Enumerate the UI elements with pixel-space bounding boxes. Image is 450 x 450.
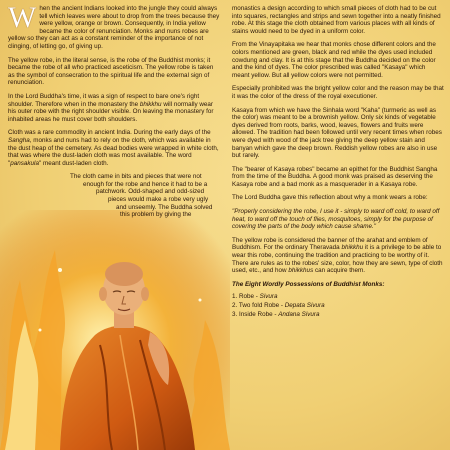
paragraph-yellow-robe: The yellow robe, in the literal sense, is the robe of the Buddhist monks; it became the robe of all who practiced asceticism. The yellow robe is taken as the symbol of consecration to the spiritual life and the external sign of renunciation.	[8, 56, 214, 87]
text-span: Cloth was a rare commodity in ancient India. During the early days of the	[8, 129, 211, 137]
paragraph-cloth	[8, 129, 220, 167]
italic-term: bhikkhu	[139, 100, 162, 108]
paragraph-prohibited: Especially prohibited was the bright yellow color and the reason may be that it was the color of the dress of the royal executioner.	[232, 85, 444, 100]
possessions-heading: The Eight Wordly Possessions of Buddhist Monks:	[232, 280, 385, 288]
list-item	[232, 293, 444, 301]
italic-term: pansakula	[10, 159, 39, 167]
left-column	[8, 1, 220, 237]
text-span: , monks and nuns had to rely on the cloth, which was available in the dust heap of the cemetery. As dead bodies were wrapped in white cloth, that was where the dust-laden cloth was most available. The word "	[8, 136, 219, 167]
patchwork-wrap	[8, 173, 220, 219]
paragraph-kasaya: Kasaya from which we have the Sinhala word "Kaha" (turmeric as well as the color) was meant to be a brownish yellow. Only six kinds of vegetable dyes derived from roots, barks, wood, leaves, flowers and fruits were allowed. The tradition had been followed until very recent times when robes were dyed with wood of the jack tree giving the deep yellow stain and banyan which gave the deep brown. Reddish yellow robes are also in use but rarely.	[232, 106, 442, 160]
text-span: In the Lord Buddha's time, it was a sign of respect to bare one's right shoulder. Therefore when in the monastery the	[8, 92, 200, 108]
list-item-name: Sivura	[259, 293, 278, 301]
list-item-name: Depata Sivura	[284, 302, 325, 309]
list-item-label: 1. Robe -	[232, 293, 260, 301]
drop-cap: W	[8, 1, 37, 34]
italic-term: bhikkhu	[341, 244, 364, 252]
patchwork-text: The cloth came in bits and pieces that were not enough for the robe and hence it had to be a patchwork. Odd-shaped and odd-sized pieces would make a robe very ugly and unseemly. The Buddha solved this problem by giving the	[70, 173, 213, 219]
italic-term: bhikkhus	[288, 267, 314, 275]
text-span: " meant dust-laden cloth.	[38, 159, 109, 167]
paragraph-design: monastics a design according to which small pieces of cloth had to be cut into squares, rectangles and strips and sewn together into a neatly finished robe. At this stage the cloth obtained from various places with all kinds of stains would need to be dyed in a uniform color.	[232, 5, 441, 35]
text-span: it is a privilege to be able to wear this robe, continuing the tradition and practicing to be worthy of it. There are rules as to the robes' size, color, how they are sewn, type of cloth used, etc., and how	[232, 244, 443, 275]
text-span: The yellow robe is considered the banner of the arahat and emblem of Buddhism. For the ordinary Theravada	[232, 236, 428, 252]
paragraph-banner	[232, 237, 444, 275]
list-item-name: Andana Sivura	[278, 310, 320, 318]
italic-term: Sangha	[8, 136, 30, 144]
paragraph-reflection: The Lord Buddha gave this reflection about why a monk wears a robe:	[232, 194, 428, 202]
list-item-label: 3. Inside Robe -	[232, 310, 279, 318]
buddha-quote: "Properly considering the robe, I use it - simply to ward off cold, to ward off heat, to ward off the touch of flies, mosquitoes, simply for the purpose of covering the parts of the body which cause shame."	[232, 208, 440, 231]
monk-in-flames-illustration	[0, 210, 230, 450]
list-item-label: 2. Two fold Robe -	[232, 302, 285, 309]
intro-text: hen the ancient Indians looked into the jungle they could always tell which leaves were about to drop from the trees because they were yellow, orange or brown. Consequently, in India yellow became the color of renunciation. Monks and nuns robes are yellow so they can act as a constant reminder of the importance of not clinging, of letting go, of giving up.	[8, 5, 220, 50]
right-column	[232, 5, 444, 319]
paragraph-shoulder	[8, 93, 220, 123]
list-item	[232, 311, 444, 319]
list-item	[232, 302, 444, 310]
possessions-list	[232, 293, 444, 318]
paragraph-vinaya: From the Vinayapitaka we hear that monks chose different colors and the colors mentioned are green, black and red while the dyes used included cowdung and clay. It is at this stage that the Buddha decided on the color and the kind of dyes. The color prescribed was called "Kasaya" which meant yellow. But all yellow colors were not permitted.	[232, 41, 436, 79]
paragraph-patchwork	[8, 173, 220, 219]
text-span: will normally wear his outer robe with the right shoulder visible. On leaving the monastery for inhabited areas he must cover both shoulders.	[8, 100, 214, 123]
monk-illustration	[0, 210, 230, 450]
intro-paragraph	[8, 1, 220, 51]
text-span: can acquire them.	[313, 267, 366, 275]
paragraph-bearer: The "bearer of Kasaya robes" became an epithet for the Buddhist Sangha from the time of the Buddha. A good monk was praised as deserving the Kasaya robe and a bad monk as a masquerader in a Kasaya robe.	[232, 165, 438, 188]
